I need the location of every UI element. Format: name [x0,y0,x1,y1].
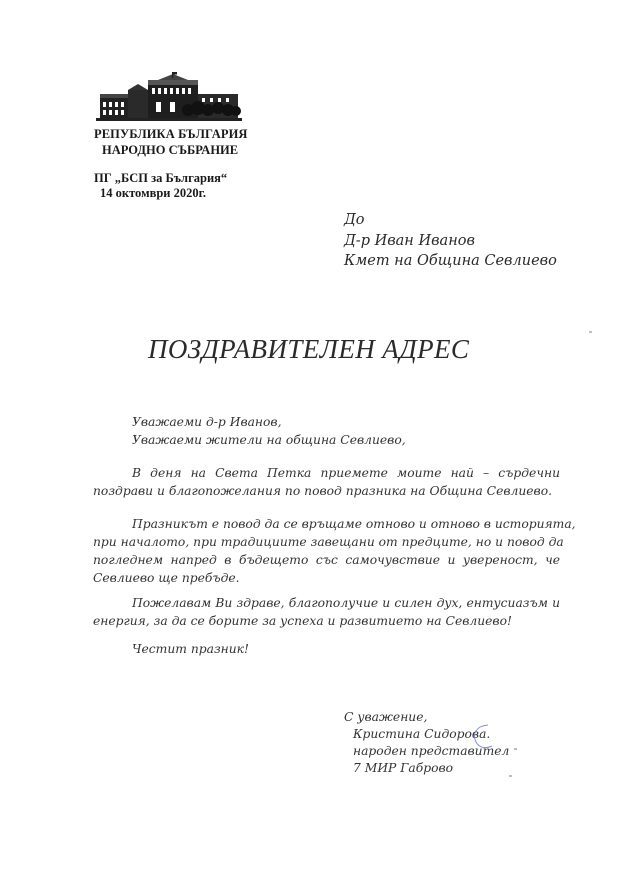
closing-wish: Честит празник! [132,642,249,656]
signature-name: Кристина Сидорова. [353,727,491,741]
parliamentary-group: ПГ „БСП за България“ [94,171,228,185]
greeting [132,413,472,449]
scan-speck [589,331,592,333]
recipient-position: Кмет на Община Севлиево [344,253,557,269]
paragraph-line: поздрави и благопожелания по повод празника на Община Севлиево. [93,484,553,498]
greeting-line: Уважаеми д-р Иванов, [132,415,282,429]
scan-speck [514,748,517,750]
paragraph-line: Празникът е повод да се връщаме отново и отново в историята, [132,517,576,531]
parliament-building-icon [96,72,242,124]
recipient-name: Д-р Иван Иванов [344,232,475,249]
recipient-to: До [344,212,365,228]
signature-district: 7 МИР Габрово [353,761,454,775]
greeting-line: Уважаеми жители на община Севлиево, [132,433,406,447]
org-name-line2: НАРОДНО СЪБРАНИЕ [102,143,239,157]
scan-speck [509,775,512,777]
paragraph-3 [93,594,560,630]
document-title: ПОЗДРАВИТЕЛЕН АДРЕС [148,334,470,364]
paragraph-line: Пожелавам Ви здраве, благополучие и силен дух, ентусиазъм и [132,596,560,610]
signature-role: народен представител [353,744,510,758]
paragraph-line: погледнем напред в бъдещето със самочувствие и увереност, че [93,553,560,567]
handwritten-signature-mark [468,722,498,752]
paragraph-2 [93,515,576,587]
recipient-block [344,210,557,272]
signature-salutation: С уважение, [344,710,428,724]
paragraph-1 [93,464,560,500]
paragraph-line: Севлиево ще пребъде. [93,571,240,585]
paragraph-line: В деня на Света Петка приемете моите най – сърдечни [132,466,560,480]
paragraph-line: при началото, при традициите завещани от предците, но и повод да [93,535,564,549]
document-date: 14 октомври 2020г. [100,186,206,200]
paragraph-line: енергия, за да се борите за успеха и развитието на Севлиево! [93,614,512,628]
org-name-line1: РЕПУБЛИКА БЪЛГАРИЯ [94,127,248,141]
